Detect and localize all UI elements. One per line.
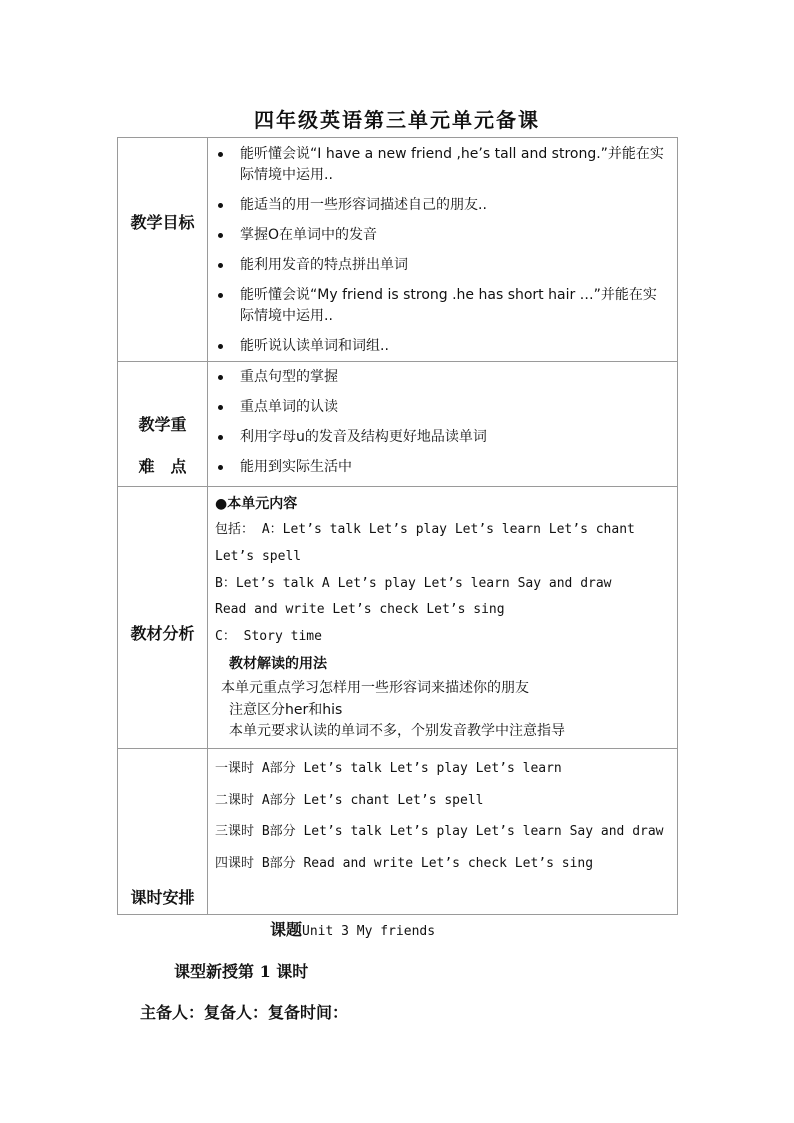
analysis-line-c: C： Story time bbox=[215, 629, 322, 645]
list-item: 利用字母u的发音及结构更好地品读单词 bbox=[218, 427, 669, 448]
schedule-line-1: 一课时 A部分 Let’s talk Let’s play Let’s learn bbox=[215, 761, 562, 776]
analysis-line-b2: Read and write Let’s check Let’s sing bbox=[215, 602, 505, 618]
table-row-key-points bbox=[118, 362, 678, 487]
list-item: 能用到实际生活中 bbox=[218, 457, 669, 478]
schedule-content bbox=[208, 749, 677, 881]
analysis-content bbox=[208, 487, 677, 743]
table-row-goals bbox=[118, 138, 678, 362]
list-item: 能适当的用一些形容词描述自己的朋友.. bbox=[218, 195, 669, 216]
bullet-icon bbox=[218, 344, 223, 349]
schedule-line-4: 四课时 B部分 Read and write Let’s check Let’s sing bbox=[215, 855, 594, 871]
analysis-line-b1: B：Let’s talk A Let’s play Let’s learn Say and draw bbox=[215, 575, 612, 591]
lesson-type-line: 课型新授第 1 课时 bbox=[174, 962, 309, 981]
analysis-note-3: 本单元要求认读的单词不多，个别发音教学中注意指导 bbox=[229, 722, 565, 739]
list-item: 重点句型的掌握 bbox=[218, 367, 669, 388]
schedule-line-3: 三课时 B部分 Let’s talk Let’s play Let’s learn Say and draw bbox=[215, 824, 664, 839]
table-row-analysis bbox=[118, 487, 678, 749]
label-cell-key-points bbox=[118, 362, 208, 487]
bullet-icon bbox=[218, 375, 223, 380]
bullet-icon bbox=[218, 435, 223, 440]
analysis-note-1: 本单元重点学习怎样用一些形容词来描述你的朋友 bbox=[221, 679, 529, 696]
bullet-icon bbox=[218, 293, 223, 298]
row-label-goals: 教学目标 bbox=[130, 213, 195, 232]
list-item: 能利用发音的特点拼出单词 bbox=[218, 255, 669, 276]
topic-label: 课题 bbox=[270, 920, 303, 939]
list-item: 能听懂会说“I have a new friend ,he’s tall and strong.”并能在实际情境中运用.. bbox=[218, 144, 669, 186]
preparers-line: 主备人：复备人：复备时间： bbox=[140, 1003, 349, 1022]
content-cell-analysis bbox=[208, 487, 678, 749]
bullet-icon bbox=[218, 263, 223, 268]
bullet-icon bbox=[218, 233, 223, 238]
bullet-icon bbox=[218, 152, 223, 157]
key-points-list bbox=[208, 362, 677, 482]
label-cell-schedule bbox=[118, 749, 208, 915]
document-title: 四年级英语第三单元单元备课 bbox=[254, 108, 540, 132]
content-cell-goals bbox=[208, 138, 678, 362]
topic-line bbox=[270, 917, 435, 940]
analysis-heading: ●本单元内容 bbox=[215, 496, 298, 512]
row-label-analysis: 教材分析 bbox=[130, 624, 195, 643]
lesson-plan-table bbox=[117, 137, 678, 915]
list-item: 掌握O在单词中的发音 bbox=[218, 225, 669, 246]
analysis-line-a: 包括： A：Let’s talk Let’s play Let’s learn Let’s chant Let’s spell bbox=[215, 522, 635, 564]
label-cell-goals bbox=[118, 138, 208, 362]
list-item: 重点单词的认读 bbox=[218, 397, 669, 418]
analysis-subheading: 教材解读的用法 bbox=[229, 655, 327, 672]
topic-value: Unit 3 My friends bbox=[302, 924, 436, 939]
bullet-icon bbox=[218, 203, 223, 208]
list-item: 能听懂会说“My friend is strong .he has short hair …”并能在实际情境中运用.. bbox=[218, 285, 669, 327]
analysis-note-2: 注意区分her和his bbox=[229, 701, 343, 718]
list-item: 能听说认读单词和词组.. bbox=[218, 336, 669, 357]
schedule-line-2: 二课时 A部分 Let’s chant Let’s spell bbox=[215, 792, 484, 808]
content-cell-schedule bbox=[208, 749, 678, 915]
row-label-key-points-line2: 难 点 bbox=[138, 457, 187, 476]
table-row-schedule bbox=[118, 749, 678, 915]
row-label-schedule: 课时安排 bbox=[130, 888, 195, 907]
label-cell-analysis bbox=[118, 487, 208, 749]
bullet-icon bbox=[218, 465, 223, 470]
content-cell-key-points bbox=[208, 362, 678, 487]
row-label-key-points-line1: 教学重 bbox=[138, 415, 187, 434]
goals-list bbox=[208, 138, 677, 361]
bullet-icon bbox=[218, 405, 223, 410]
